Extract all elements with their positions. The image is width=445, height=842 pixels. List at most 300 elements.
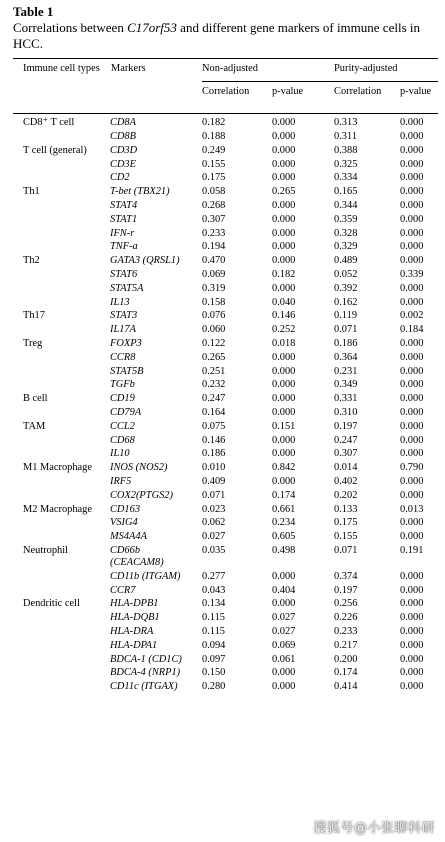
pvalue-non-adjusted: 0.605 [272, 531, 296, 543]
table-row [13, 157, 438, 171]
table-row [13, 597, 438, 611]
cell-type [13, 529, 110, 543]
correlation-purity-adjusted: 0.364 [334, 351, 358, 363]
cell-type [13, 212, 110, 226]
correlation-purity-adjusted: 0.311 [334, 131, 358, 143]
correlation-purity-adjusted: 0.388 [334, 144, 358, 156]
correlation-purity-adjusted: 0.256 [334, 598, 358, 610]
correlation-purity-adjusted: 0.233 [334, 625, 358, 637]
pvalue-purity-adjusted: 0.000 [400, 667, 424, 679]
correlation-non-adjusted: 0.194 [202, 241, 226, 253]
correlation-non-adjusted: 0.175 [202, 172, 226, 184]
table-row [13, 253, 438, 267]
marker: CCL2 [110, 420, 135, 432]
marker: VSIG4 [110, 517, 138, 529]
cell-type [13, 569, 110, 583]
table-row [13, 336, 438, 350]
pvalue-non-adjusted: 0.000 [272, 158, 296, 170]
correlation-non-adjusted: 0.268 [202, 200, 226, 212]
pvalue-purity-adjusted: 0.000 [400, 639, 424, 651]
marker: HLA-DPB1 [110, 598, 159, 610]
table-caption [13, 20, 438, 52]
marker: STAT3 [110, 310, 138, 322]
correlation-non-adjusted: 0.134 [202, 598, 226, 610]
header-correlation-1: Correlation [202, 85, 250, 97]
table-row [13, 679, 438, 693]
correlation-purity-adjusted: 0.155 [334, 531, 358, 543]
marker: IFN-r [110, 227, 135, 239]
cell-type [13, 350, 110, 364]
correlation-purity-adjusted: 0.186 [334, 338, 358, 350]
pvalue-non-adjusted: 0.000 [272, 407, 296, 419]
pvalue-purity-adjusted: 0.000 [400, 158, 424, 170]
table-row [13, 516, 438, 530]
pvalue-non-adjusted: 0.842 [272, 462, 296, 474]
marker: CCR7 [110, 584, 136, 596]
table-row [13, 624, 438, 638]
marker: INOS (NOS2) [110, 462, 168, 474]
correlation-non-adjusted: 0.277 [202, 570, 226, 582]
table-body [13, 113, 438, 693]
correlation-purity-adjusted: 0.200 [334, 653, 358, 665]
cell-type [13, 652, 110, 666]
pvalue-purity-adjusted: 0.000 [400, 489, 424, 501]
marker: CD8A [110, 117, 136, 129]
marker: CD19 [110, 393, 135, 405]
table-row [13, 652, 438, 666]
correlation-non-adjusted: 0.076 [202, 310, 226, 322]
pvalue-purity-adjusted: 0.000 [400, 200, 424, 212]
caption-gene: C17orf53 [127, 20, 177, 35]
pvalue-non-adjusted: 0.661 [272, 503, 296, 515]
table-row [13, 405, 438, 419]
correlation-non-adjusted: 0.097 [202, 653, 226, 665]
correlation-purity-adjusted: 0.414 [334, 681, 358, 693]
pvalue-non-adjusted: 0.000 [272, 172, 296, 184]
caption-pre: Correlations between [13, 20, 128, 35]
correlation-purity-adjusted: 0.334 [334, 172, 358, 184]
marker: CD2 [110, 172, 130, 184]
pvalue-purity-adjusted: 0.000 [400, 393, 424, 405]
cell-type [13, 447, 110, 461]
pvalue-non-adjusted: 0.000 [272, 570, 296, 582]
correlation-purity-adjusted: 0.014 [334, 462, 358, 474]
correlation-purity-adjusted: 0.392 [334, 282, 358, 294]
table-row [13, 666, 438, 680]
pvalue-purity-adjusted: 0.000 [400, 296, 424, 308]
correlation-non-adjusted: 0.280 [202, 681, 226, 693]
pvalue-non-adjusted: 0.000 [272, 131, 296, 143]
correlation-non-adjusted: 0.409 [202, 476, 226, 488]
correlation-purity-adjusted: 0.071 [334, 545, 358, 556]
correlation-non-adjusted: 0.060 [202, 324, 226, 336]
correlation-purity-adjusted: 0.226 [334, 612, 358, 624]
cell-type [13, 516, 110, 530]
pvalue-purity-adjusted: 0.000 [400, 476, 424, 488]
table-row [13, 638, 438, 652]
pvalue-non-adjusted: 0.000 [272, 117, 296, 129]
marker: STAT1 [110, 213, 138, 225]
marker: HLA-DQB1 [110, 612, 160, 624]
header-pvalue-2: p-value [400, 85, 432, 97]
correlation-purity-adjusted: 0.231 [334, 365, 358, 377]
correlation-purity-adjusted: 0.197 [334, 420, 358, 432]
pvalue-non-adjusted: 0.061 [272, 653, 296, 665]
pvalue-purity-adjusted: 0.000 [400, 172, 424, 184]
correlation-purity-adjusted: 0.133 [334, 503, 358, 515]
cell-type [13, 624, 110, 638]
marker: IL17A [110, 324, 136, 336]
correlation-purity-adjusted: 0.344 [334, 200, 358, 212]
correlation-purity-adjusted: 0.489 [334, 255, 358, 267]
pvalue-purity-adjusted: 0.000 [400, 407, 424, 419]
table-row [13, 488, 438, 502]
cell-type [13, 171, 110, 185]
table-row [13, 171, 438, 185]
cell-type: T cell (general) [23, 144, 87, 156]
correlation-non-adjusted: 0.069 [202, 269, 226, 281]
correlation-purity-adjusted: 0.331 [334, 393, 358, 405]
pvalue-non-adjusted: 0.027 [272, 625, 296, 637]
table-row [13, 474, 438, 488]
table-row [13, 184, 438, 198]
marker: CD3D [110, 144, 138, 156]
correlation-non-adjusted: 0.035 [202, 545, 226, 556]
marker: IL10 [110, 448, 130, 460]
pvalue-purity-adjusted: 0.002 [400, 310, 424, 322]
cell-type: B cell [23, 393, 48, 405]
correlation-non-adjusted: 0.319 [202, 282, 226, 294]
marker: CD3E [110, 158, 136, 170]
marker: IL13 [110, 296, 130, 308]
correlation-purity-adjusted: 0.307 [334, 448, 358, 460]
correlation-non-adjusted: 0.058 [202, 186, 226, 198]
pvalue-non-adjusted: 0.000 [272, 434, 296, 446]
pvalue-purity-adjusted: 0.339 [400, 269, 424, 281]
cell-type [13, 240, 110, 254]
pvalue-purity-adjusted: 0.000 [400, 531, 424, 543]
pvalue-purity-adjusted: 0.000 [400, 517, 424, 529]
table-row [13, 433, 438, 447]
cell-type: Th2 [23, 255, 40, 267]
pvalue-purity-adjusted: 0.000 [400, 365, 424, 377]
pvalue-non-adjusted: 0.000 [272, 213, 296, 225]
pvalue-purity-adjusted: 0.000 [400, 434, 424, 446]
pvalue-purity-adjusted: 0.000 [400, 681, 424, 693]
pvalue-non-adjusted: 0.000 [272, 448, 296, 460]
pvalue-purity-adjusted: 0.000 [400, 227, 424, 239]
marker: CD11b (ITGAM) [110, 570, 181, 582]
marker: CD8B [110, 131, 136, 143]
cell-type [13, 488, 110, 502]
pvalue-purity-adjusted: 0.000 [400, 379, 424, 391]
correlation-non-adjusted: 0.251 [202, 365, 226, 377]
marker: TNF-a [110, 241, 138, 253]
cell-type [13, 157, 110, 171]
marker: CD11c (ITGAX) [110, 681, 178, 693]
pvalue-non-adjusted: 0.000 [272, 255, 296, 267]
header-correlation-2: Correlation [334, 85, 382, 97]
correlation-non-adjusted: 0.307 [202, 213, 226, 225]
pvalue-non-adjusted: 0.404 [272, 584, 296, 596]
pvalue-non-adjusted: 0.027 [272, 612, 296, 624]
header-markers: Markers [111, 63, 146, 74]
correlation-purity-adjusted: 0.325 [334, 158, 358, 170]
marker: STAT6 [110, 269, 138, 281]
correlation-non-adjusted: 0.164 [202, 407, 226, 419]
table-row [13, 460, 438, 474]
correlation-purity-adjusted: 0.402 [334, 476, 358, 488]
correlation-non-adjusted: 0.150 [202, 667, 226, 679]
correlation-purity-adjusted: 0.217 [334, 639, 358, 651]
table-row [13, 543, 438, 569]
pvalue-purity-adjusted: 0.000 [400, 625, 424, 637]
correlation-non-adjusted: 0.186 [202, 448, 226, 460]
marker: TGFb [110, 379, 135, 391]
pvalue-non-adjusted: 0.234 [272, 517, 296, 529]
marker: CD163 [110, 503, 141, 515]
marker: BDCA-1 (CD1C) [110, 653, 182, 665]
marker: CCR8 [110, 351, 136, 363]
correlation-non-adjusted: 0.027 [202, 531, 226, 543]
marker: STAT5B [110, 365, 144, 377]
marker: CD66b (CEACAM8) [110, 545, 164, 568]
pvalue-purity-adjusted: 0.000 [400, 144, 424, 156]
correlation-non-adjusted: 0.155 [202, 158, 226, 170]
cell-type [13, 610, 110, 624]
cell-type [13, 638, 110, 652]
correlation-non-adjusted: 0.182 [202, 117, 226, 129]
pvalue-purity-adjusted: 0.000 [400, 338, 424, 350]
cell-type [13, 322, 110, 336]
correlation-purity-adjusted: 0.349 [334, 379, 358, 391]
marker: STAT4 [110, 200, 138, 212]
correlation-non-adjusted: 0.071 [202, 489, 226, 501]
table-row [13, 364, 438, 378]
correlation-non-adjusted: 0.043 [202, 584, 226, 596]
correlation-non-adjusted: 0.232 [202, 379, 226, 391]
pvalue-purity-adjusted: 0.000 [400, 448, 424, 460]
pvalue-non-adjusted: 0.000 [272, 393, 296, 405]
pvalue-purity-adjusted: 0.000 [400, 241, 424, 253]
pvalue-non-adjusted: 0.040 [272, 296, 296, 308]
cell-type: M2 Macrophage [23, 503, 92, 515]
cell-type [13, 281, 110, 295]
table-row [13, 198, 438, 212]
table-row [13, 378, 438, 392]
pvalue-non-adjusted: 0.265 [272, 186, 296, 198]
correlation-purity-adjusted: 0.119 [334, 310, 358, 322]
marker: COX2(PTGS2) [110, 489, 173, 501]
correlation-non-adjusted: 0.062 [202, 517, 226, 529]
correlation-purity-adjusted: 0.052 [334, 269, 358, 281]
cell-type [13, 666, 110, 680]
cell-type [13, 226, 110, 240]
correlation-purity-adjusted: 0.197 [334, 584, 358, 596]
cell-type [13, 267, 110, 281]
pvalue-purity-adjusted: 0.000 [400, 351, 424, 363]
table-row [13, 583, 438, 597]
pvalue-purity-adjusted: 0.000 [400, 186, 424, 198]
correlation-non-adjusted: 0.023 [202, 503, 226, 515]
correlation-purity-adjusted: 0.310 [334, 407, 358, 419]
table-row [13, 350, 438, 364]
pvalue-non-adjusted: 0.000 [272, 241, 296, 253]
pvalue-non-adjusted: 0.151 [272, 420, 296, 432]
correlation-non-adjusted: 0.146 [202, 434, 226, 446]
cell-type: Dendritic cell [23, 598, 80, 610]
correlation-non-adjusted: 0.249 [202, 144, 226, 156]
cell-type: Treg [23, 338, 43, 350]
correlation-purity-adjusted: 0.313 [334, 117, 358, 129]
correlation-non-adjusted: 0.010 [202, 462, 226, 474]
correlation-purity-adjusted: 0.071 [334, 324, 358, 336]
table-row [13, 116, 438, 130]
table-row [13, 502, 438, 516]
pvalue-non-adjusted: 0.252 [272, 324, 296, 336]
marker: CD68 [110, 434, 135, 446]
pvalue-purity-adjusted: 0.000 [400, 584, 424, 596]
correlation-purity-adjusted: 0.175 [334, 517, 358, 529]
pvalue-purity-adjusted: 0.184 [400, 324, 424, 336]
pvalue-non-adjusted: 0.174 [272, 489, 296, 501]
pvalue-purity-adjusted: 0.000 [400, 213, 424, 225]
correlation-non-adjusted: 0.233 [202, 227, 226, 239]
table-row [13, 391, 438, 405]
pvalue-non-adjusted: 0.498 [272, 545, 296, 556]
pvalue-non-adjusted: 0.000 [272, 598, 296, 610]
marker: IRF5 [110, 476, 132, 488]
cell-type [13, 583, 110, 597]
cell-type [13, 405, 110, 419]
table-row [13, 419, 438, 433]
table-row [13, 129, 438, 143]
table-figure [13, 4, 438, 693]
correlation-non-adjusted: 0.094 [202, 639, 226, 651]
header-cell-types: Immune cell types [23, 63, 100, 74]
marker: FOXP3 [110, 338, 142, 350]
marker: MS4A4A [110, 531, 147, 543]
correlation-table [13, 59, 438, 693]
correlation-purity-adjusted: 0.374 [334, 570, 358, 582]
cell-type [13, 198, 110, 212]
pvalue-non-adjusted: 0.069 [272, 639, 296, 651]
cell-type [13, 129, 110, 143]
cell-type [13, 364, 110, 378]
correlation-purity-adjusted: 0.202 [334, 489, 358, 501]
table-row [13, 212, 438, 226]
pvalue-purity-adjusted: 0.000 [400, 598, 424, 610]
table-row [13, 281, 438, 295]
correlation-non-adjusted: 0.158 [202, 296, 226, 308]
pvalue-non-adjusted: 0.018 [272, 338, 296, 350]
pvalue-purity-adjusted: 0.013 [400, 503, 424, 515]
correlation-non-adjusted: 0.247 [202, 393, 226, 405]
cell-type: TAM [23, 420, 46, 432]
correlation-non-adjusted: 0.188 [202, 131, 226, 143]
caption-post: and different gene markers of immune cells in HCC. [13, 20, 420, 51]
table-row [13, 309, 438, 323]
pvalue-purity-adjusted: 0.191 [400, 545, 424, 556]
pvalue-non-adjusted: 0.000 [272, 365, 296, 377]
header-purity-adjusted: Purity-adjusted [320, 59, 438, 81]
pvalue-purity-adjusted: 0.000 [400, 420, 424, 432]
pvalue-non-adjusted: 0.000 [272, 227, 296, 239]
correlation-purity-adjusted: 0.247 [334, 434, 358, 446]
cell-type: Neutrophil [23, 545, 69, 556]
marker: HLA-DPA1 [110, 639, 158, 651]
correlation-non-adjusted: 0.265 [202, 351, 226, 363]
pvalue-non-adjusted: 0.000 [272, 144, 296, 156]
correlation-non-adjusted: 0.122 [202, 338, 226, 350]
cell-type [13, 679, 110, 693]
cell-type: M1 Macrophage [23, 462, 92, 474]
cell-type [13, 474, 110, 488]
marker: STAT5A [110, 282, 144, 294]
pvalue-purity-adjusted: 0.000 [400, 653, 424, 665]
correlation-purity-adjusted: 0.174 [334, 667, 358, 679]
table-row [13, 447, 438, 461]
watermark: 搜狐号@小张聊科研 [313, 821, 435, 836]
pvalue-purity-adjusted: 0.000 [400, 255, 424, 267]
cell-type [13, 433, 110, 447]
pvalue-purity-adjusted: 0.000 [400, 282, 424, 294]
header-pvalue-1: p-value [272, 85, 304, 97]
marker: CD79A [110, 407, 142, 419]
marker: T-bet (TBX21) [110, 186, 170, 198]
table-row [13, 226, 438, 240]
marker: HLA-DRA [110, 625, 154, 637]
header-non-adjusted: Non-adjusted [202, 59, 320, 81]
table-label: Table 1 [13, 4, 54, 19]
correlation-purity-adjusted: 0.329 [334, 241, 358, 253]
cell-type: Th1 [23, 186, 40, 198]
table-row [13, 240, 438, 254]
table-row [13, 267, 438, 281]
table-row [13, 322, 438, 336]
pvalue-purity-adjusted: 0.000 [400, 131, 424, 143]
cell-type [13, 295, 110, 309]
correlation-non-adjusted: 0.115 [202, 625, 225, 637]
pvalue-non-adjusted: 0.000 [272, 282, 296, 294]
cell-type: CD8⁺ T cell [23, 117, 75, 129]
correlation-non-adjusted: 0.075 [202, 420, 226, 432]
pvalue-purity-adjusted: 0.000 [400, 570, 424, 582]
pvalue-non-adjusted: 0.000 [272, 379, 296, 391]
marker: GATA3 (QRSL1) [110, 255, 180, 267]
pvalue-non-adjusted: 0.000 [272, 476, 296, 488]
table-row [13, 529, 438, 543]
marker: BDCA-4 (NRP1) [110, 667, 181, 679]
table-row [13, 143, 438, 157]
pvalue-non-adjusted: 0.000 [272, 351, 296, 363]
table-row [13, 295, 438, 309]
correlation-non-adjusted: 0.115 [202, 612, 225, 624]
correlation-purity-adjusted: 0.328 [334, 227, 358, 239]
pvalue-purity-adjusted: 0.790 [400, 462, 424, 474]
pvalue-non-adjusted: 0.146 [272, 310, 296, 322]
pvalue-purity-adjusted: 0.000 [400, 117, 424, 129]
cell-type [13, 378, 110, 392]
pvalue-non-adjusted: 0.000 [272, 681, 296, 693]
pvalue-non-adjusted: 0.000 [272, 667, 296, 679]
correlation-purity-adjusted: 0.162 [334, 296, 358, 308]
pvalue-non-adjusted: 0.000 [272, 200, 296, 212]
pvalue-non-adjusted: 0.182 [272, 269, 296, 281]
table-row [13, 610, 438, 624]
cell-type: Th17 [23, 310, 45, 322]
correlation-purity-adjusted: 0.165 [334, 186, 358, 198]
